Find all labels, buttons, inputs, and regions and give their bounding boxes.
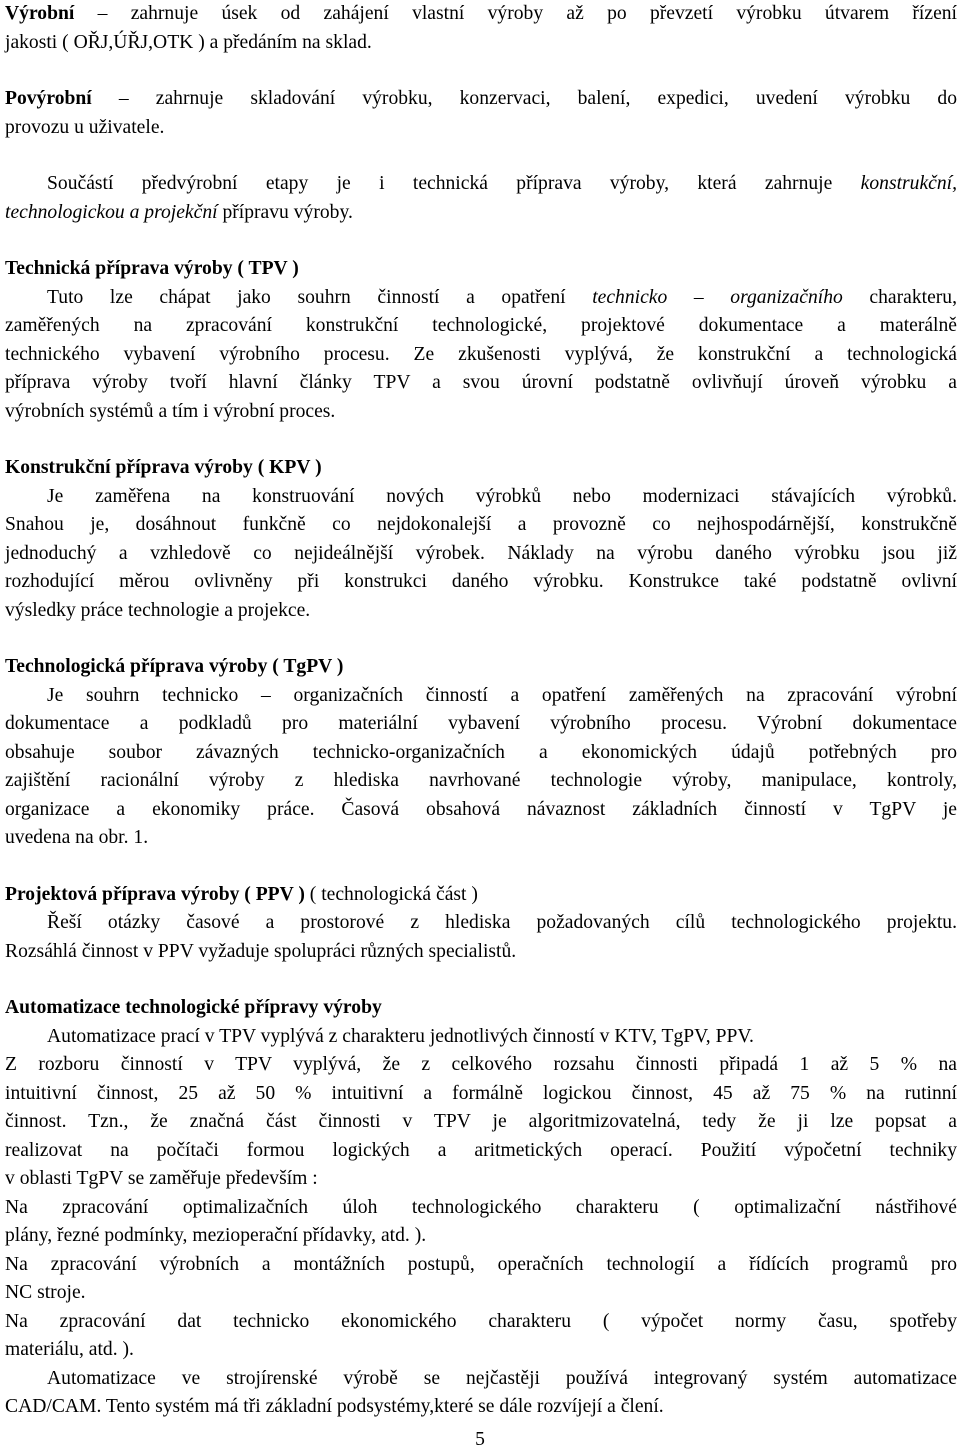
tpv-line-5: výrobních systémů a tím i výrobní proces. xyxy=(5,400,336,422)
povyrobni-term: Povýrobní xyxy=(5,88,92,109)
kpv-line: rozhodující měrou ovlivněny při konstrukci daného výrobku. Konstrukce také podstatně ovlivní xyxy=(5,571,957,592)
tpv-line-3: technického vybavení výrobního procesu. Ze zkušenosti vyplývá, že konstrukční a technologická xyxy=(5,343,957,365)
tgpv-line: dokumentace a podkladů pro materiální vybavení výrobního procesu. Výrobní dokumentace xyxy=(5,713,957,734)
auto-line: NC stroje. xyxy=(5,1282,86,1303)
tgpv-line: zajištění racionální výroby z hlediska navrhované technologie výroby, manipulace, kontroly, xyxy=(5,770,957,791)
povyrobni-line-2: provozu u uživatele. xyxy=(5,116,165,138)
kpv-heading: Konstrukční příprava výroby ( KPV ) xyxy=(5,457,322,478)
povyrobni-line-1: Povýrobní – zahrnuje skladování výrobku, konzervaci, balení, expedici, uvedení výrobku do xyxy=(5,88,957,109)
auto-line: realizovat na počítači formou logických a aritmetických operací. Použití výpočetní techniky xyxy=(5,1139,957,1161)
tgpv-heading: Technologická příprava výroby ( TgPV ) xyxy=(5,656,344,677)
soucasti-line-1: Součástí předvýrobní etapy je i technická příprava výroby, která zahrnuje konstrukční, xyxy=(47,173,957,194)
vyrobni-line-1: Výrobní – zahrnuje úsek od zahájení vlastní výroby až po převzetí výrobku útvarem řízení xyxy=(5,3,958,24)
auto-line: intuitivní činnost, 25 až 50 % intuitivní a formálně logickou činnost, 45 až 75 % na rutinní xyxy=(5,1082,957,1104)
kpv-line: jednoduchý a vzhledově co nejideálnější výrobek. Náklady na výrobu daného výrobku jsou již xyxy=(5,542,957,564)
tgpv-line: organizace a ekonomiky práce. Časová obsahová návaznost základních činností v TgPV je xyxy=(5,798,957,820)
tgpv-line: obsahuje soubor závazných technicko-organizačních a ekonomických údajů potřebných pro xyxy=(5,741,957,763)
auto-line: CAD/CAM. Tento systém má tři základní podsystémy,které se dále rozvíjejí a člení. xyxy=(5,1396,664,1417)
auto-line: v oblasti TgPV se zaměřuje především : xyxy=(5,1168,318,1189)
ppv-heading: Projektová příprava výroby ( PPV ) ( technologická část ) xyxy=(5,883,478,905)
kpv-line: Je zaměřena na konstruování nových výrobků nebo modernizaci stávajících výrobků. xyxy=(47,485,957,507)
auto-line: Na zpracování výrobních a montážních postupů, operačních technologií a řídících programů pro xyxy=(5,1253,957,1275)
auto-line: Na zpracování optimalizačních úloh technologického charakteru ( optimalizační nástřihové xyxy=(5,1196,957,1218)
tpv-line-2: zaměřených na zpracování konstrukční technologické, projektové dokumentace a materálně xyxy=(5,315,957,336)
document-page xyxy=(5,0,957,1422)
vyrobni-line-2: jakosti ( OŘJ,ÚŘJ,OTK ) a předáním na sklad. xyxy=(5,31,372,53)
soucasti-line-2: technologickou a projekční přípravu výroby. xyxy=(5,201,353,223)
tpv-line-1: Tuto lze chápat jako souhrn činností a opatření technicko – organizačního charakteru, xyxy=(47,286,957,308)
tpv-line-4: příprava výroby tvoří hlavní články TPV a svou úrovní podstatně ovlivňují úroveň výrobku a xyxy=(5,372,957,393)
auto-line: Automatizace prací v TPV vyplývá z charakteru jednotlivých činností v KTV, TgPV, PPV. xyxy=(47,1025,754,1047)
auto-heading: Automatizace technologické přípravy výroby xyxy=(5,997,382,1018)
auto-line: materiálu, atd. ). xyxy=(5,1339,134,1360)
page-number: 5 xyxy=(475,1429,485,1450)
auto-line: činnost. Tzn., že značná část činnosti v TPV je algoritmizovatelná, tedy že ji lze popsat a xyxy=(5,1111,957,1132)
auto-line: Z rozboru činností v TPV vyplývá, že z celkového rozsahu činnosti připadá 1 až 5 % na xyxy=(5,1054,957,1075)
tpv-heading: Technická příprava výroby ( TPV ) xyxy=(5,258,299,279)
ppv-line: Rozsáhlá činnost v PPV vyžaduje spolupráci různých specialistů. xyxy=(5,940,517,962)
auto-line: Automatizace ve strojírenské výrobě se nejčastěji používá integrovaný systém automatizace xyxy=(47,1367,957,1389)
kpv-line: Snahou je, dosáhnout funkčně co nejdokonalejší a provozně co nejhospodárnější, konstrukčně xyxy=(5,514,957,535)
auto-line: Na zpracování dat technicko ekonomického charakteru ( výpočet normy času, spotřeby xyxy=(5,1310,957,1332)
auto-line: plány, řezné podmínky, mezioperační přídavky, atd. ). xyxy=(5,1225,427,1246)
kpv-line: výsledky práce technologie a projekce. xyxy=(5,599,311,621)
tgpv-line: Je souhrn technicko – organizačních činností a opatření zaměřených na zpracování výrobní xyxy=(47,684,957,706)
tgpv-line: uvedena na obr. 1. xyxy=(5,827,149,848)
vyrobni-term: Výrobní xyxy=(5,3,75,24)
ppv-line: Řeší otázky časové a prostorové z hlediska požadovaných cílů technologického projektu. xyxy=(47,912,957,933)
